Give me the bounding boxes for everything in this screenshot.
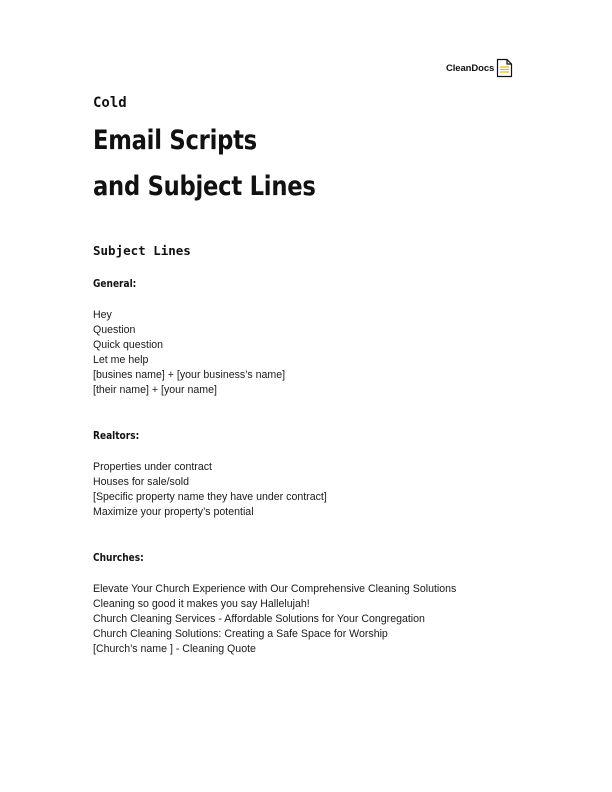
list-item: Church Cleaning Services - Affordable Solutions for Your Congregation [93, 613, 425, 625]
group-items [93, 308, 285, 398]
group-items [93, 582, 456, 657]
brand-name: CleanDocs [446, 62, 495, 74]
section-heading-subject-lines: Subject Lines [93, 243, 191, 258]
group-churches [93, 551, 456, 657]
list-item: Question [93, 324, 136, 336]
title-line-1: Email Scripts [93, 125, 257, 156]
list-item: Elevate Your Church Experience with Our Comprehensive Cleaning Solutions [93, 583, 457, 595]
group-label: Churches: [93, 551, 144, 564]
document-icon [496, 58, 513, 78]
list-item: Maximize your property’s potential [93, 506, 254, 518]
document-kicker: Cold [93, 95, 127, 111]
list-item: Properties under contract [93, 461, 212, 473]
list-item: [busines name] + [your business’s name] [93, 369, 286, 381]
group-general [93, 277, 285, 398]
list-item: [Specific property name they have under contract] [93, 491, 327, 503]
list-item: [their name] + [your name] [93, 384, 217, 396]
list-item: Houses for sale/sold [93, 476, 189, 488]
group-label: General: [93, 277, 137, 290]
group-label: Realtors: [93, 429, 140, 442]
group-realtors [93, 429, 327, 520]
title-line-2: and Subject Lines [93, 171, 316, 202]
list-item: Cleaning so good it makes you say Hallelujah! [93, 598, 310, 610]
list-item: Church Cleaning Solutions: Creating a Safe Space for Worship [93, 628, 388, 640]
document-title [93, 118, 316, 210]
list-item: Let me help [93, 354, 149, 366]
list-item: [Church’s name ] - Cleaning Quote [93, 643, 256, 655]
group-items [93, 460, 327, 520]
list-item: Quick question [93, 339, 164, 351]
brand-logo [446, 58, 513, 78]
list-item: Hey [93, 309, 112, 321]
